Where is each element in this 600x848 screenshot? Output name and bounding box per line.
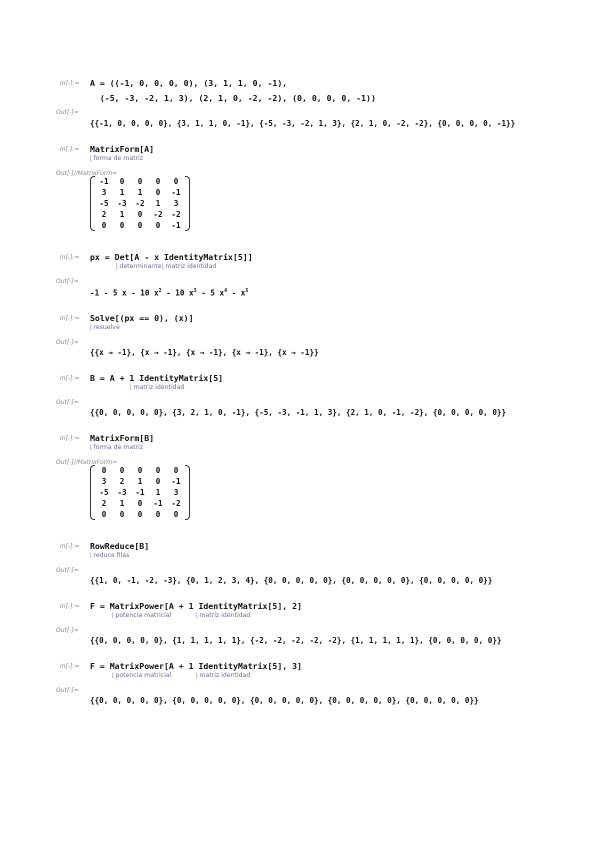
function-hint: ⌊ forma de matriz — [90, 155, 143, 162]
matrix-entry: 0 — [155, 477, 161, 486]
input-code-line[interactable]: px = Det[A - x IdentityMatrix[5]] — [90, 252, 253, 262]
matrix-entry: -3 — [117, 488, 127, 497]
input-code-line[interactable]: Solve[(px == 0), (x)] — [90, 313, 194, 323]
matrix-entry: 0 — [119, 221, 125, 230]
function-hint: ⌊ forma de matriz — [90, 444, 143, 451]
matrix-right-bracket — [185, 176, 190, 231]
input-code-line[interactable]: F = MatrixPower[A + 1 IdentityMatrix[5], 3] — [90, 661, 302, 671]
exponent: 2 — [158, 288, 162, 294]
input-label: In[-]:= — [60, 254, 80, 261]
matrix-entry: -5 — [99, 199, 109, 208]
characteristic-polynomial — [90, 288, 248, 298]
matrix-entry: -1 — [135, 488, 145, 497]
matrix-entry: 1 — [119, 188, 125, 197]
matrix-row — [95, 209, 185, 220]
matrix-entry: 0 — [155, 466, 161, 475]
matrix-row — [95, 487, 185, 498]
output-value: {{0, 0, 0, 0, 0}, {0, 0, 0, 0, 0}, {0, 0, 0, 0, 0}, {0, 0, 0, 0, 0}, {0, 0, 0, 0, 0}} — [90, 696, 479, 705]
function-hint: ⌊ resuelve — [90, 324, 120, 331]
input-label: In[-]:= — [60, 80, 80, 87]
input-label: In[-]:= — [60, 315, 80, 322]
matrix-row — [95, 176, 185, 187]
matrix-entry: -2 — [171, 499, 181, 508]
matrix-row — [95, 509, 185, 520]
matrix-entry: 1 — [137, 477, 143, 486]
matrix-entry: 3 — [101, 477, 107, 486]
input-label: In[-]:= — [60, 375, 80, 382]
function-hint: ⌊ potencia matricial — [112, 612, 171, 619]
matrix-entry: 0 — [155, 221, 161, 230]
output-label: Out[-]= — [56, 339, 79, 346]
matrix-entry: -2 — [135, 199, 145, 208]
matrix-entry: 1 — [155, 488, 161, 497]
function-hint: ⌊ matriz identidad — [196, 672, 250, 679]
matrix-row — [95, 476, 185, 487]
exponent: 4 — [224, 288, 228, 294]
output-label: Out[-]//MatrixForm= — [56, 170, 118, 177]
function-hint: ⌊ matriz identidad — [162, 263, 216, 270]
output-value: {{x → -1}, {x → -1}, {x → -1}, {x → -1}, {x → -1}} — [90, 348, 319, 357]
function-hint: ⌊ determinante — [116, 263, 161, 270]
output-label: Out[-]= — [56, 627, 79, 634]
input-label: In[-]:= — [60, 543, 80, 550]
function-hint: ⌊ reduce filas — [90, 552, 129, 559]
matrix-entry: 2 — [101, 499, 107, 508]
matrix-entry: 0 — [119, 510, 125, 519]
input-label: In[-]:= — [60, 663, 80, 670]
matrix-entry: 1 — [119, 499, 125, 508]
matrix-entry: 0 — [101, 466, 107, 475]
output-label: Out[-]= — [56, 567, 79, 574]
matrix-entry: -2 — [171, 210, 181, 219]
matrix-entry: -1 — [171, 221, 181, 230]
input-code-line[interactable]: MatrixForm[A] — [90, 144, 155, 154]
input-code-line[interactable]: MatrixForm[B] — [90, 433, 155, 443]
matrix-entry: -1 — [171, 188, 181, 197]
output-label: Out[-]= — [56, 109, 79, 116]
matrix-entry: 1 — [137, 188, 143, 197]
polynomial-term: - 5 x — [196, 288, 225, 298]
matrix-entry: 2 — [119, 477, 125, 486]
matrix-entry: 1 — [155, 199, 161, 208]
matrix-entry: -1 — [153, 499, 163, 508]
matrix-entry: 3 — [173, 199, 179, 208]
function-hint: ⌊ matriz identidad — [130, 384, 184, 391]
matrix-row — [95, 198, 185, 209]
matrix-entry: 0 — [173, 510, 179, 519]
input-label: In[-]:= — [60, 435, 80, 442]
matrix-entry: 0 — [137, 466, 143, 475]
matrix-entry: 0 — [119, 177, 125, 186]
matrix-entry: -5 — [99, 488, 109, 497]
polynomial-term: - x — [227, 288, 246, 298]
exponent: 5 — [245, 288, 249, 294]
input-label: In[-]:= — [60, 146, 80, 153]
matrix-entry: 0 — [173, 466, 179, 475]
matrix-entry: 0 — [101, 510, 107, 519]
input-label: In[-]:= — [60, 603, 80, 610]
output-value: {{0, 0, 0, 0, 0}, {1, 1, 1, 1, 1}, {-2, -2, -2, -2, -2}, {1, 1, 1, 1, 1}, {0, 0, 0, 0, 0}} — [90, 636, 502, 645]
matrix-entry: -3 — [117, 199, 127, 208]
matrix-entry: 0 — [173, 177, 179, 186]
matrix-entry: 0 — [137, 210, 143, 219]
matrix-entry: 0 — [101, 221, 107, 230]
input-code-line[interactable]: A = ((-1, 0, 0, 0, 0), (3, 1, 1, 0, -1), — [90, 78, 288, 88]
output-label: Out[-]= — [56, 687, 79, 694]
matrix-row — [95, 465, 185, 476]
matrix-table — [95, 176, 185, 231]
matrix-entry: 1 — [119, 210, 125, 219]
function-hint: ⌊ matriz identidad — [196, 612, 250, 619]
input-code-line[interactable]: (-5, -3, -2, 1, 3), (2, 1, 0, -2, -2), (0, 0, 0, 0, -1)) — [90, 93, 376, 103]
matrix-entry: 2 — [101, 210, 107, 219]
matrix-table — [95, 465, 185, 520]
output-value: {{-1, 0, 0, 0, 0}, {3, 1, 1, 0, -1}, {-5, -3, -2, 1, 3}, {2, 1, 0, -2, -2}, {0, 0, 0, 0, -1}} — [90, 119, 516, 128]
matrix-entry: 3 — [173, 488, 179, 497]
matrix-entry: 0 — [155, 510, 161, 519]
matrix-entry: -1 — [99, 177, 109, 186]
input-code-line[interactable]: F = MatrixPower[A + 1 IdentityMatrix[5], 2] — [90, 601, 302, 611]
exponent: 3 — [193, 288, 197, 294]
matrix-entry: 0 — [155, 177, 161, 186]
output-value: {{1, 0, -1, -2, -3}, {0, 1, 2, 3, 4}, {0, 0, 0, 0, 0}, {0, 0, 0, 0, 0}, {0, 0, 0, 0, 0}} — [90, 576, 493, 585]
matrix-entry: 0 — [119, 466, 125, 475]
matrix-right-bracket — [185, 465, 190, 520]
matrix-entry: 0 — [137, 221, 143, 230]
polynomial-term: -1 - 5 x - 10 x — [90, 288, 159, 298]
matrix-entry: -1 — [171, 477, 181, 486]
matrix-row — [95, 498, 185, 509]
matrix-entry: 3 — [101, 188, 107, 197]
matrix-row — [95, 220, 185, 231]
matrix-display-b — [90, 465, 190, 520]
function-hint: ⌊ potencia matricial — [112, 672, 171, 679]
output-label: Out[-]//MatrixForm= — [56, 459, 118, 466]
polynomial-term: - 10 x — [161, 288, 194, 298]
matrix-entry: 0 — [137, 510, 143, 519]
matrix-entry: 0 — [155, 188, 161, 197]
matrix-entry: 0 — [137, 177, 143, 186]
input-code-line[interactable]: RowReduce[B] — [90, 541, 150, 551]
output-label: Out[-]= — [56, 399, 79, 406]
matrix-display-a — [90, 176, 190, 231]
matrix-entry: -2 — [153, 210, 163, 219]
matrix-entry: 0 — [137, 499, 143, 508]
matrix-row — [95, 187, 185, 198]
input-code-line[interactable]: B = A + 1 IdentityMatrix[5] — [90, 373, 224, 383]
output-label: Out[-]= — [56, 278, 79, 285]
output-value: {{0, 0, 0, 0, 0}, {3, 2, 1, 0, -1}, {-5, -3, -1, 1, 3}, {2, 1, 0, -1, -2}, {0, 0, 0, 0, 0}} — [90, 408, 507, 417]
